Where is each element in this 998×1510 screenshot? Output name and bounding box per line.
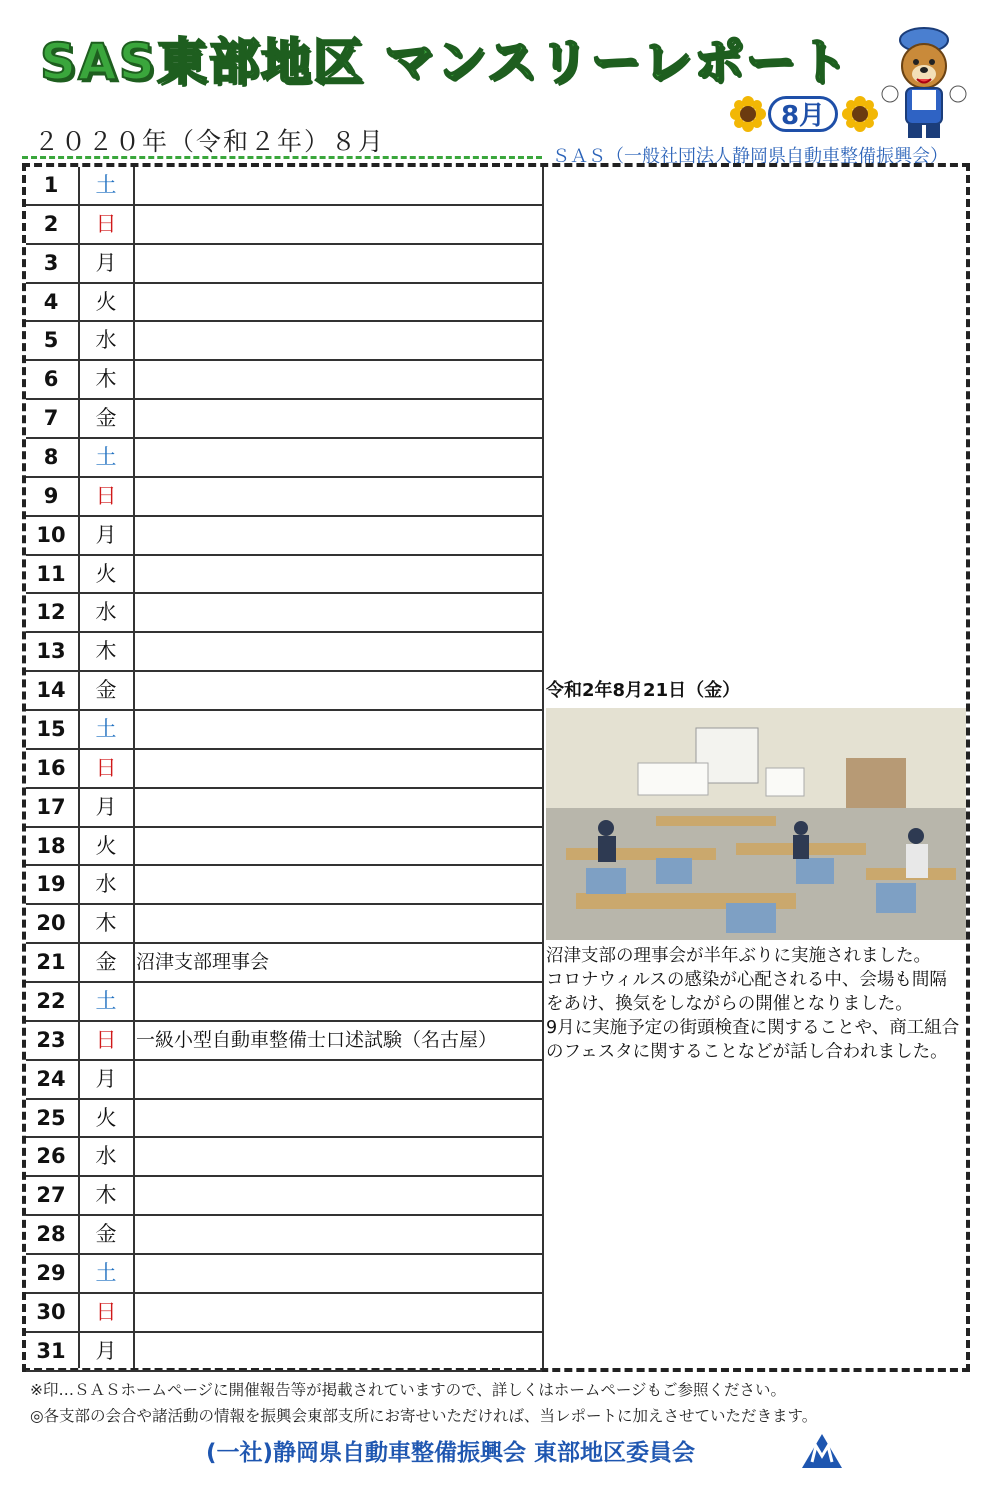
day-number: 22 — [36, 989, 66, 1014]
report-date: 令和2年8月21日（金） — [546, 680, 741, 701]
calendar-row — [26, 905, 542, 944]
weekday-label: 火 — [95, 833, 117, 858]
day-number: 9 — [43, 483, 59, 508]
calendar-row — [26, 1022, 542, 1061]
calendar-row — [26, 206, 542, 245]
column-divider — [133, 167, 135, 1368]
calendar-row — [26, 1294, 542, 1333]
calendar-row — [26, 478, 542, 517]
weekday-label: 日 — [95, 1299, 117, 1324]
calendar-row — [26, 1138, 542, 1177]
day-number: 29 — [36, 1261, 66, 1286]
event-text — [136, 750, 538, 787]
day-number: 5 — [43, 328, 59, 353]
weekday-label: 水 — [95, 872, 117, 897]
calendar-row — [26, 750, 542, 789]
event-text — [136, 206, 538, 243]
event-text — [136, 905, 538, 942]
weekday-label: 月 — [95, 522, 117, 547]
day-number: 17 — [36, 794, 66, 819]
weekday-label: 月 — [95, 250, 117, 275]
calendar-row — [26, 711, 542, 750]
event-text — [136, 245, 538, 282]
sunflower-icon — [730, 96, 766, 132]
event-text — [136, 672, 538, 709]
event-text — [136, 828, 538, 865]
day-number: 31 — [36, 1338, 66, 1363]
event-text — [136, 866, 538, 903]
weekday-label: 月 — [95, 1066, 117, 1091]
day-number: 10 — [36, 522, 66, 547]
weekday-label: 木 — [95, 367, 117, 392]
event-text — [136, 517, 538, 554]
day-number: 24 — [36, 1066, 66, 1091]
weekday-label: 木 — [95, 639, 117, 664]
event-text — [136, 1216, 538, 1253]
note-homepage: ※印…ＳＡＳホームページに開催報告等が掲載されていますので、詳しくはホームページもご参照ください。 — [30, 1381, 787, 1399]
day-number: 6 — [43, 367, 59, 392]
weekday-label: 金 — [95, 1222, 117, 1247]
calendar-row — [26, 361, 542, 400]
event-text — [136, 1177, 538, 1214]
day-number: 19 — [36, 872, 66, 897]
day-number: 14 — [36, 678, 66, 703]
weekday-label: 日 — [95, 1027, 117, 1052]
event-text — [136, 789, 538, 826]
weekday-label: 火 — [95, 289, 117, 314]
event-text — [136, 1333, 538, 1370]
event-text — [136, 478, 538, 515]
day-number: 13 — [36, 639, 66, 664]
event-text — [136, 633, 538, 670]
calendar-row — [26, 517, 542, 556]
day-number: 12 — [36, 600, 66, 625]
month-label: 8月 — [768, 96, 838, 132]
note-information: ◎各支部の会合や諸活動の情報を振興会東部支所にお寄せいただければ、当レポートに加えさせていただきます。 — [30, 1407, 818, 1425]
weekday-label: 月 — [95, 1338, 117, 1363]
event-text — [136, 1100, 538, 1137]
mascot-dog-illustration — [872, 24, 972, 142]
weekday-label: 土 — [95, 717, 117, 742]
weekday-label: 日 — [95, 211, 117, 236]
day-number: 8 — [43, 445, 59, 470]
event-text — [136, 361, 538, 398]
calendar-row — [26, 944, 542, 983]
calendar-row — [26, 284, 542, 323]
day-number: 30 — [36, 1299, 66, 1324]
month-badge — [728, 92, 878, 136]
weekday-label: 土 — [95, 1261, 117, 1286]
report-paragraph: コロナウィルスの感染が心配される中、会場も間隔をあけ、換気をしながらの開催となりました。 — [546, 970, 947, 1014]
event-text — [136, 594, 538, 631]
calendar-row — [26, 594, 542, 633]
day-number: 3 — [43, 250, 59, 275]
weekday-label: 水 — [95, 328, 117, 353]
weekday-label: 日 — [95, 483, 117, 508]
header-divider — [22, 156, 542, 159]
day-number: 28 — [36, 1222, 66, 1247]
event-text — [136, 400, 538, 437]
calendar-row — [26, 245, 542, 284]
weekday-label: 金 — [95, 950, 117, 975]
day-number: 7 — [43, 406, 59, 431]
event-text: 沼津支部理事会 — [136, 951, 270, 974]
day-number: 27 — [36, 1183, 66, 1208]
weekday-label: 土 — [95, 989, 117, 1014]
weekday-label: 木 — [95, 1183, 117, 1208]
calendar-row — [26, 1216, 542, 1255]
calendar-row — [26, 167, 542, 206]
weekday-label: 水 — [95, 1144, 117, 1169]
sunflower-icon — [842, 96, 878, 132]
event-text — [136, 711, 538, 748]
footer-organization: (一社)静岡県自動車整備振興会 東部地区委員会 — [206, 1440, 696, 1466]
report-paragraph: 9月に実施予定の街頭検査に関することや、商工組合のフェスタに関することなどが話し合われました。 — [546, 1018, 960, 1062]
day-number: 15 — [36, 717, 66, 742]
report-text — [546, 944, 964, 1064]
day-number: 18 — [36, 833, 66, 858]
event-text — [136, 1294, 538, 1331]
calendar-row — [26, 828, 542, 867]
calendar-row — [26, 1061, 542, 1100]
calendar-row — [26, 322, 542, 361]
meeting-photo — [546, 708, 966, 940]
event-text — [136, 1138, 538, 1175]
day-number: 23 — [36, 1027, 66, 1052]
calendar-row — [26, 1333, 542, 1372]
event-text: 一級小型自動車整備士口述試験（名古屋） — [136, 1028, 498, 1051]
calendar-row — [26, 1255, 542, 1294]
day-number: 16 — [36, 755, 66, 780]
calendar-row — [26, 439, 542, 478]
weekday-label: 土 — [95, 173, 117, 197]
event-text — [136, 167, 538, 204]
organization-logo-icon — [800, 1432, 844, 1470]
year-label: ２０２０年（令和２年）８月 — [34, 127, 386, 156]
calendar-row — [26, 789, 542, 828]
column-divider — [78, 167, 80, 1368]
organization-line: ＳＡＳ（一般社団法人静岡県自動車整備振興会） — [552, 146, 948, 167]
weekday-label: 月 — [95, 794, 117, 819]
calendar-row — [26, 983, 542, 1022]
calendar-row — [26, 1100, 542, 1139]
page-title: SAS東部地区 マンスリーレポート — [40, 33, 850, 91]
column-divider — [542, 167, 544, 1368]
weekday-label: 金 — [95, 678, 117, 703]
weekday-label: 金 — [95, 406, 117, 431]
event-text — [136, 439, 538, 476]
weekday-label: 水 — [95, 600, 117, 625]
weekday-label: 土 — [95, 445, 117, 470]
day-number: 25 — [36, 1105, 66, 1130]
event-text — [136, 1255, 538, 1292]
weekday-label: 日 — [95, 755, 117, 780]
event-text — [136, 284, 538, 321]
day-number: 4 — [43, 289, 59, 314]
weekday-label: 木 — [95, 911, 117, 936]
calendar-row — [26, 556, 542, 595]
calendar-row — [26, 1177, 542, 1216]
event-text — [136, 983, 538, 1020]
calendar-row — [26, 400, 542, 439]
weekday-label: 火 — [95, 1105, 117, 1130]
event-text — [136, 1061, 538, 1098]
event-text — [136, 556, 538, 593]
calendar-row — [26, 672, 542, 711]
day-number: 26 — [36, 1144, 66, 1169]
weekday-label: 火 — [95, 561, 117, 586]
calendar-row — [26, 633, 542, 672]
calendar-row — [26, 866, 542, 905]
day-number: 2 — [43, 211, 59, 236]
day-number: 11 — [36, 561, 66, 586]
day-number: 21 — [36, 950, 66, 975]
calendar-list — [26, 167, 542, 1372]
day-number: 20 — [36, 911, 66, 936]
day-number: 1 — [43, 173, 59, 197]
report-paragraph: 沼津支部の理事会が半年ぶりに実施されました。 — [546, 946, 931, 966]
event-text — [136, 322, 538, 359]
